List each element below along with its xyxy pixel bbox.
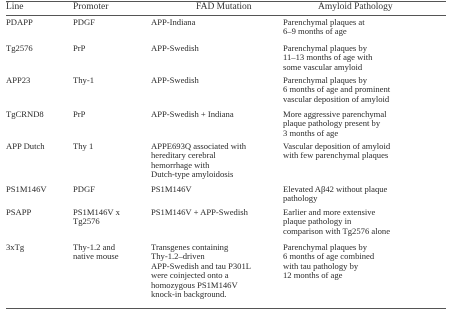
cell-line: PDAPP [6,17,33,27]
cell-promoter: PDGF [73,17,95,27]
header-bottom-rule [6,15,446,16]
cell-pathology: Elevated Aβ42 without plaque pathology [283,184,388,204]
header-fad-mutation: FAD Mutation [196,2,252,12]
cell-promoter: PrP [73,43,86,53]
cell-promoter: PS1M146V x Tg2576 [73,207,120,227]
cell-promoter: Thy-1 [73,75,95,85]
cell-pathology: Parenchymal plaques by 11–13 months of age with some vascular amyloid [283,43,373,72]
cell-line: PSAPP [6,207,32,217]
table-bottom-rule [6,308,446,309]
cell-mutation: APPE693Q associated with hereditary cerebral hemorrhage with Dutch-type amyloidosis [151,141,247,180]
cell-line: APP Dutch [6,141,45,151]
cell-line: PS1M146V [6,184,47,194]
cell-mutation: APP-Swedish [151,75,199,85]
cell-pathology: Parenchymal plaques by 6 months of age and prominent vascular deposition of amyloid [283,75,391,104]
cell-pathology: Parenchymal plaques at 6–9 months of age [283,17,365,37]
cell-line: APP23 [6,75,31,85]
cell-mutation: Transgenes containing Thy-1.2–driven APP-Swedish and tau P301L were coinjected onto a homozygous PS1M146V knock-in background. [151,242,252,300]
cell-pathology: More aggressive parenchymal plaque pathology present by 3 months of age [283,109,387,138]
cell-mutation: APP-Indiana [151,17,196,27]
cell-promoter: Thy 1 [73,141,94,151]
header-amyloid-pathology: Amyloid Pathology [318,2,393,12]
header-promoter: Promoter [73,2,109,12]
cell-mutation: PS1M146V [151,184,192,194]
header-line: Line [6,2,24,12]
cell-line: Tg2576 [6,43,33,53]
cell-mutation: APP-Swedish + Indiana [151,109,234,119]
cell-promoter: Thy-1.2 and native mouse [73,242,119,262]
cell-mutation: PS1M146V + APP-Swedish [151,207,248,217]
cell-pathology: Vascular deposition of amyloid with few parenchymal plaques [283,141,391,161]
cell-line: 3xTg [6,242,25,252]
cell-promoter: PDGF [73,184,95,194]
cell-line: TgCRND8 [6,109,44,119]
cell-mutation: APP-Swedish [151,43,199,53]
cell-pathology: Parenchymal plaques by 6 months of age combined with tau pathology by 12 months of age [283,242,375,281]
cell-promoter: PrP [73,109,86,119]
cell-pathology: Earlier and more extensive plaque pathology in comparison with Tg2576 alone [283,207,391,236]
